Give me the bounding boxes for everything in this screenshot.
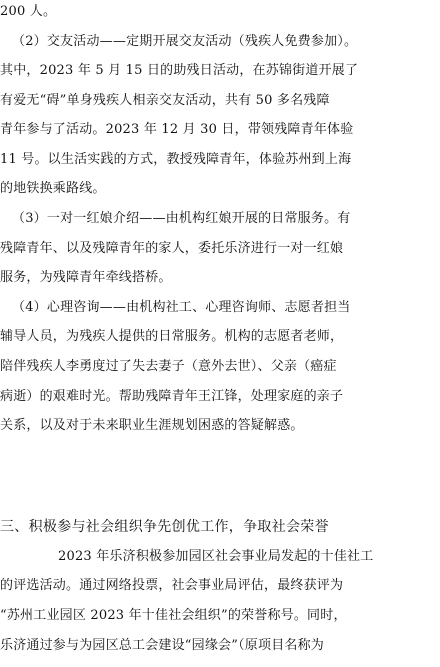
section-heading: 三、积极参与社会组织争先创优工作，争取社会荣誉 [0, 519, 329, 535]
text-line: “苏州工业园区 2023 年十佳社会组织”的荣誉称号。同时， [0, 608, 347, 623]
text-line: 200 人。 [0, 4, 57, 19]
text-line: （4）心理咨询——由机构社工、心理咨询师、志愿者担当 [12, 300, 351, 315]
text-line: 关系，以及对于未来职业生涯规划困惑的答疑解惑。 [0, 418, 304, 433]
text-line: 陪伴残疾人李勇度过了失去妻子（意外去世）、父亲（癌症 [0, 359, 337, 374]
text-line: 服务，为残障青年牵线搭桥。 [0, 270, 172, 285]
text-line: 有爱无“碍”单身残疾人相亲交友活动，共有 50 多名残障 [0, 93, 330, 108]
text-line: 辅导人员，为残疾人提供的日常服务。机构的志愿者老师， [0, 329, 344, 344]
text-line: （3）一对一红娘介绍——由机构红娘开展的日常服务。有 [12, 211, 351, 226]
text-line: 的评选活动。通过网络投票，社会事业局评估，最终获评为 [0, 578, 344, 593]
text-line: 乐济通过参与为园区总工会建设“园缘会”（原项目名称为 [0, 638, 324, 653]
text-line: 其中，2023 年 5 月 15 日的助残日活动，在苏锦街道开展了 [0, 63, 359, 78]
text-line: 的地铁换乘路线。 [0, 181, 106, 196]
text-line: 残障青年、以及残障青年的家人，委托乐济进行一对一红娘 [0, 241, 344, 256]
text-line: 病逝）的艰难时光。帮助残障青年王江锋，处理家庭的亲子 [0, 389, 344, 404]
text-line: 11 号。以生活实践的方式，教授残障青年，体验苏州到上海 [0, 152, 352, 167]
text-line: 2023 年乐济积极参加园区社会事业局发起的十佳社工 [58, 549, 374, 564]
text-line: 青年参与了活动。2023 年 12 月 30 日，带领残障青年体验 [0, 122, 354, 137]
text-line: （2）交友活动——定期开展交友活动（残疾人免费参加）。 [12, 34, 358, 49]
